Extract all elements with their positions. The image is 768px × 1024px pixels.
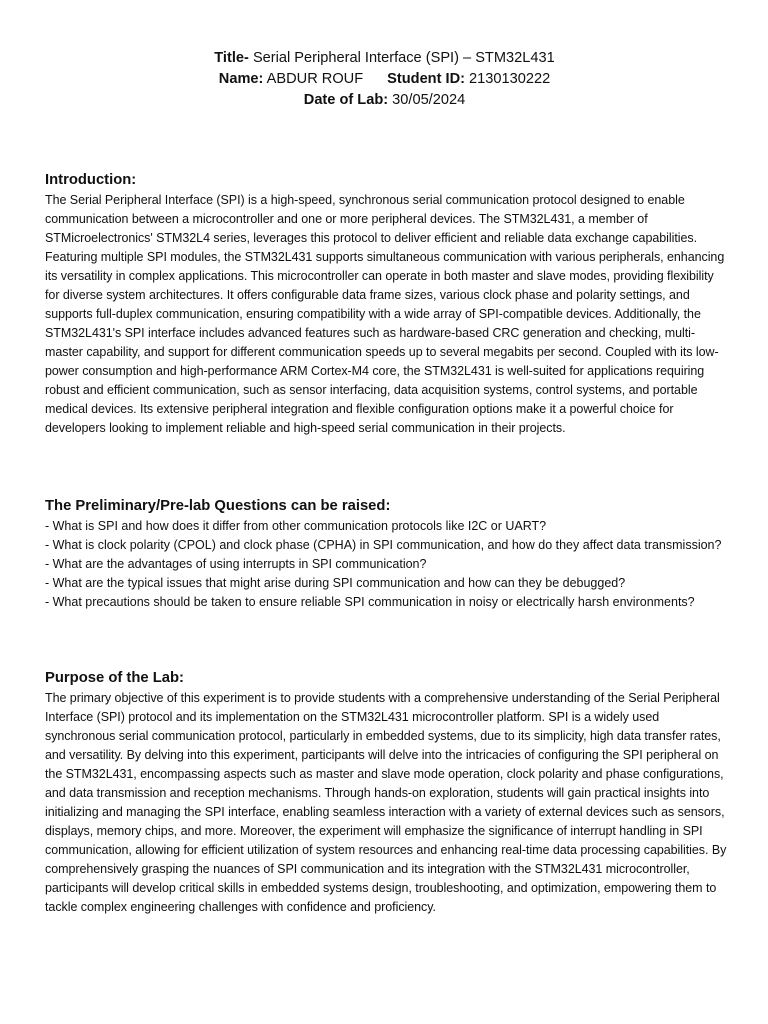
prelab-heading: The Preliminary/Pre-lab Questions can be raised: — [45, 498, 391, 514]
prelab-question: - What are the typical issues that might arise during SPI communication and how can they be debugged? — [45, 576, 626, 590]
prelab-question: - What is clock polarity (CPOL) and clock phase (CPHA) in SPI communication, and how do they affect data transmission? — [45, 538, 722, 552]
prelab-section — [45, 497, 728, 612]
introduction-section — [45, 171, 728, 438]
title-line — [45, 48, 724, 69]
name-label: Name: — [218, 71, 264, 87]
purpose-heading: Purpose of the Lab: — [45, 670, 184, 686]
title-label: Title- — [214, 50, 249, 66]
student-id-label: Student ID: — [387, 71, 465, 87]
prelab-question: - What are the advantages of using interrupts in SPI communication? — [45, 557, 427, 571]
student-id-value: 2130130222 — [464, 71, 551, 87]
purpose-section — [45, 669, 728, 917]
introduction-body: The Serial Peripheral Interface (SPI) is a high-speed, synchronous serial communication protocol designed to enable communication between a microcontroller and one or more peripheral devices. The STM32L431, a member of STMicroelectronics' STM32L4 series, leverages this protocol to deliver efficient and reliable data exchange capabilities. Featuring multiple SPI modules, the STM32L431 supports simultaneous communication with various peripherals, enhancing its versatility in complex applications. This microcontroller can operate in both master and slave modes, providing flexibility for diverse system architectures. It offers configurable data frame sizes, various clock phase and polarity settings, and supports full-duplex communication, ensuring compatibility with a wide array of SPI-compatible devices. Additionally, the STM32L431's SPI interface includes advanced features such as hardware-based CRC generation and checking, multi-master capability, and support for different communication speeds up to several megabits per second. Coupled with its low-power consumption and high-performance ARM Cortex-M4 core, the STM32L431 is well-suited for applications requiring robust and efficient communication, such as sensor interfacing, data acquisition systems, control systems, and portable medical devices. Its extensive peripheral integration and flexible configuration options make it a powerful choice for developers looking to implement reliable and high-speed serial communication in their projects. — [45, 193, 725, 435]
introduction-heading: Introduction: — [45, 172, 137, 188]
title-value: Serial Peripheral Interface (SPI) – STM32L431 — [248, 50, 555, 66]
date-value: 30/05/2024 — [388, 92, 466, 108]
prelab-question: - What is SPI and how does it differ from other communication protocols like I2C or UART? — [45, 519, 547, 533]
date-line — [45, 90, 724, 111]
purpose-body: The primary objective of this experiment is to provide students with a comprehensive understanding of the Serial Peripheral Interface (SPI) protocol and its implementation on the STM32L431 microcontroller platform. SPI is a widely used synchronous serial communication protocol, particularly in embedded systems, due to its simplicity, high data transfer rates, and versatility. By delving into this experiment, participants will delve into the intricacies of configuring the SPI peripheral on the STM32L431, encompassing aspects such as master and slave mode operation, clock polarity and phase configurations, and data transmission and reception mechanisms. Through hands-on exploration, students will gain practical insights into initializing and managing the SPI interface, enabling seamless interaction with a variety of external devices such as sensors, displays, memory chips, and more. Moreover, the experiment will emphasize the significance of interrupt handling in SPI communication, allowing for efficient utilization of system resources and enhancing real-time data processing capabilities. By comprehensively grasping the nuances of SPI communication and its integration with the STM32L431 microcontroller, participants will develop critical skills in embedded systems design, troubleshooting, and optimization, empowering them to tackle complex engineering challenges with confidence and proficiency. — [45, 691, 727, 914]
name-line — [45, 69, 724, 90]
name-value: ABDUR ROUF — [263, 71, 364, 87]
prelab-question: - What precautions should be taken to ensure reliable SPI communication in noisy or electrically harsh environments? — [45, 595, 695, 609]
document-header — [45, 0, 724, 111]
date-label: Date of Lab: — [303, 92, 389, 108]
